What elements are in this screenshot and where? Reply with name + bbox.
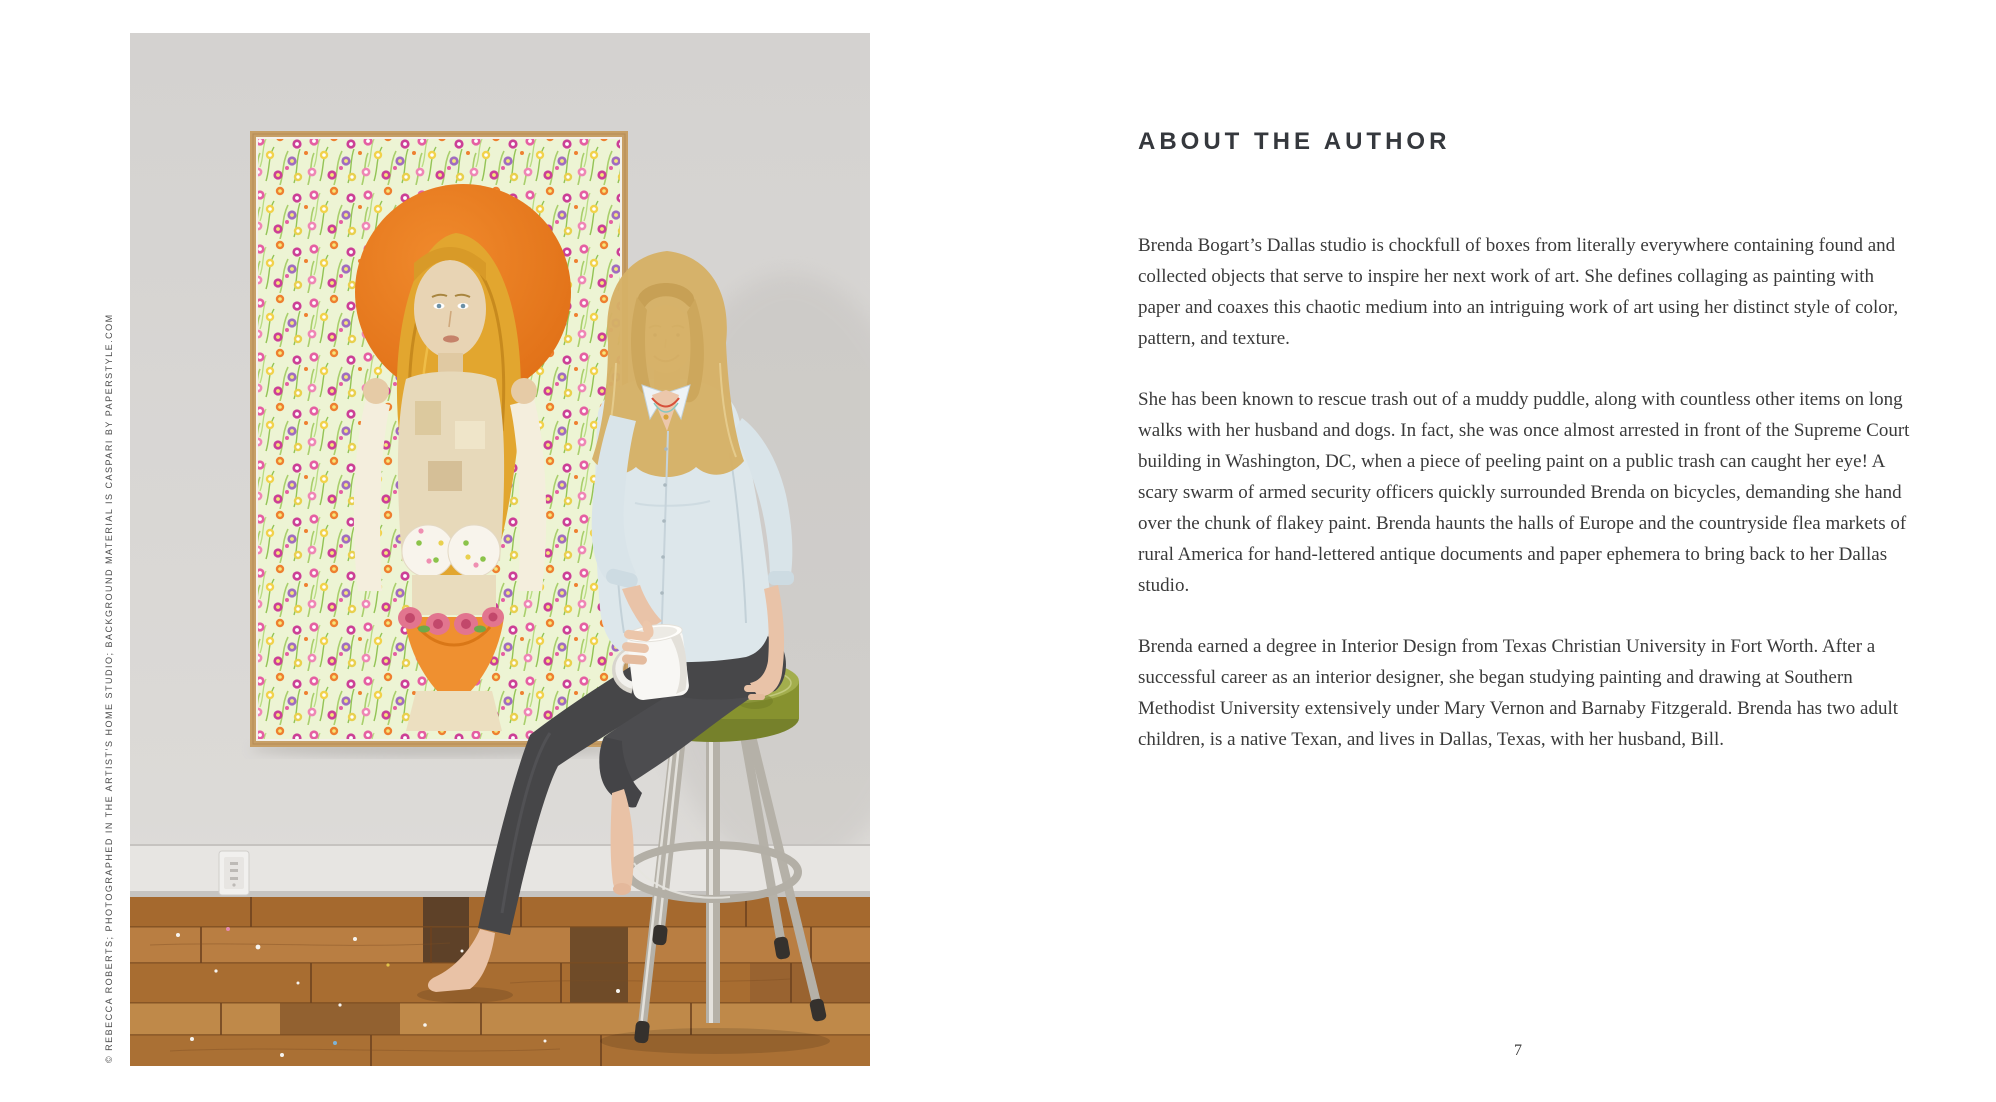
- paragraph-2: She has been known to rescue trash out of a muddy puddle, along with countless other items on long walks with her husband and dogs. In fact, she was once almost arrested in front of the Supreme Court building in Washington, DC, when a piece of peeling paint on a public trash can caught her eye! A scary swarm of armed security officers quickly surrounded Brenda on bicycles, demanding she hand over the chunk of flakey paint. Brenda haunts the halls of Europe and the countryside flea markets of rural America for hand-lettered antique documents and paper ephemera to bring back to her Dallas studio.: [1138, 389, 1910, 596]
- photo-credit: © REBECCA ROBERTS; PHOTOGRAPHED IN THE ARTIST’S HOME STUDIO; BACKGROUND MATERIAL IS CASPARI BY PAPERSTYLE.COM: [104, 313, 114, 1063]
- page-number: 7: [1514, 1042, 1522, 1059]
- framed-collage-painting: [250, 131, 630, 757]
- dark-plank: [423, 897, 469, 963]
- page-title: ABOUT THE AUTHOR: [1138, 128, 1451, 155]
- power-outlet: [219, 851, 249, 895]
- paragraph-3: Brenda earned a degree in Interior Design from Texas Christian University in Fort Worth. After a successful career as an interior designer, she began studying painting and drawing at Southern Methodist University extensively under Mary Vernon and Barnaby Fitzgerald. Brenda has two adult children, is a native Texan, and lives in Dallas, Texas, with her husband, Bill.: [1138, 636, 1899, 750]
- paragraph-1: Brenda Bogart’s Dallas studio is chockfull of boxes from literally everywhere containing found and collected objects that serve to inspire her next work of art. She defines collaging as painting with paper and coaxes this chaotic medium into an intriguing work of art using her distinct style of color, pattern, and texture.: [1138, 235, 1899, 349]
- about-the-author-section: [1138, 126, 1916, 785]
- author-photo: [130, 33, 870, 1066]
